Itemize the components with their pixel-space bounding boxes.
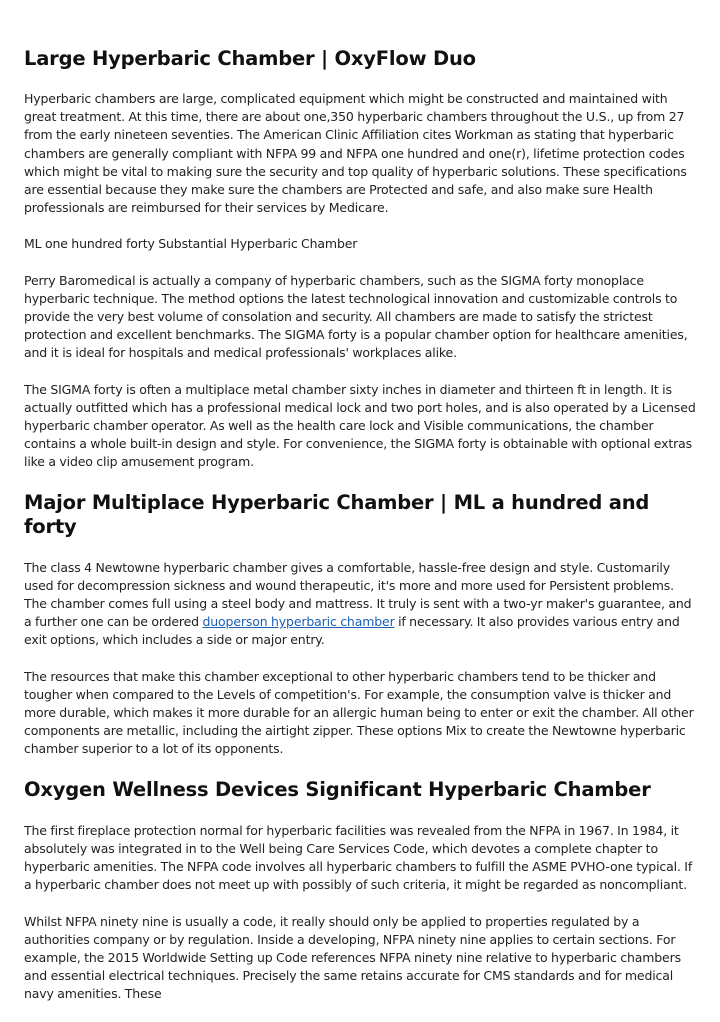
duoperson-chamber-link[interactable]: duoperson hyperbaric chamber [202, 614, 395, 630]
page-title: Large Hyperbaric Chamber | OxyFlow Duo [24, 47, 476, 70]
newtowne-text-before: The class 4 Newtowne hyperbaric chamber gives a comfortable, hassle-free design and style. Customarily used for decompression sickness and wound therapeutic, it's more and more used for Persistent problems. The chamber comes full using a steel body and mattress. It truly is sent with a two-yr maker's guarantee, and a further one can be ordered [24, 559, 692, 630]
section-heading-oxygen-wellness: Oxygen Wellness Devices Significant Hyperbaric Chamber [24, 777, 651, 801]
newtowne-text-after: if necessary. It also provides various entry and exit options, which includes a side or major entry. [24, 614, 680, 648]
perry-baromedical-paragraph: Perry Baromedical is actually a company of hyperbaric chambers, such as the SIGMA forty monoplace hyperbaric technique. The method options the latest technological innovation and customizable controls to provide the very best volume of consolation and security. All chambers are made to satisfy the strictest protection and excellent benchmarks. The SIGMA forty is a popular chamber option for healthcare amenities, and it is ideal for hospitals and medical professionals' workplaces alike. [24, 272, 688, 361]
subheading-paragraph: ML one hundred forty Substantial Hyperbaric Chamber [24, 236, 358, 252]
section-heading-multiplace: Major Multiplace Hyperbaric Chamber | ML a hundred and forty [24, 490, 650, 538]
nfpa-code-paragraph: Whilst NFPA ninety nine is usually a code, it really should only be applied to properties regulated by a authorities company or by regulation. Inside a developing, NFPA ninety nine applies to certain sections. For example, the 2015 Worldwide Setting up Code references NFPA ninety nine relative to hyperbaric chambers and essential electrical techniques. Precisely the same retains accurate for CMS standards and for medical navy amenities. These [24, 913, 681, 1002]
article [24, 0, 696, 1022]
materials-paragraph: The resources that make this chamber exceptional to other hyperbaric chambers tend to be thicker and tougher when compared to the Levels of competition's. For example, the consumption valve is thicker and more durable, which makes it more durable for an allergic human being to enter or exit the chamber. All other components are metallic, including the airtight zipper. These options Mix to create the Newtowne hyperbaric chamber superior to a lot of its opponents. [24, 668, 694, 757]
newtowne-paragraph [24, 559, 696, 650]
intro-paragraph: Hyperbaric chambers are large, complicated equipment which might be constructed and maintained with great treatment. At this time, there are about one,350 hyperbaric chambers throughout the U.S., up from 27 from the early nineteen seventies. The American Clinic Affiliation cites Workman as stating that hyperbaric chambers are generally compliant with NFPA 99 and NFPA one hundred and one(r), lifetime protection codes which might be vital to making sure the security and top quality of hyperbaric solutions. These specifications are essential because they make sure the chambers are Protected and safe, and also make sure Health professionals are reimbursed for their services by Medicare. [24, 91, 687, 216]
nfpa-history-paragraph: The first fireplace protection normal for hyperbaric facilities was revealed from the NFPA in 1967. In 1984, it absolutely was integrated in to the Well being Care Services Code, which devotes a complete chapter to hyperbaric amenities. The NFPA code involves all hyperbaric chambers to fulfill the ASME PVHO-one typical. If a hyperbaric chamber does not meet up with possibly of such criteria, it might be regarded as noncompliant. [24, 822, 693, 893]
sigma-forty-paragraph: The SIGMA forty is often a multiplace metal chamber sixty inches in diameter and thirteen ft in length. It is actually outfitted which has a professional medical lock and two port holes, and is also operated by a Licensed hyperbaric chamber operator. As well as the health care lock and Visible communications, the chamber contains a whole built-in design and style. For convenience, the SIGMA forty is obtainable with optional extras like a video clip amusement program. [24, 381, 696, 470]
